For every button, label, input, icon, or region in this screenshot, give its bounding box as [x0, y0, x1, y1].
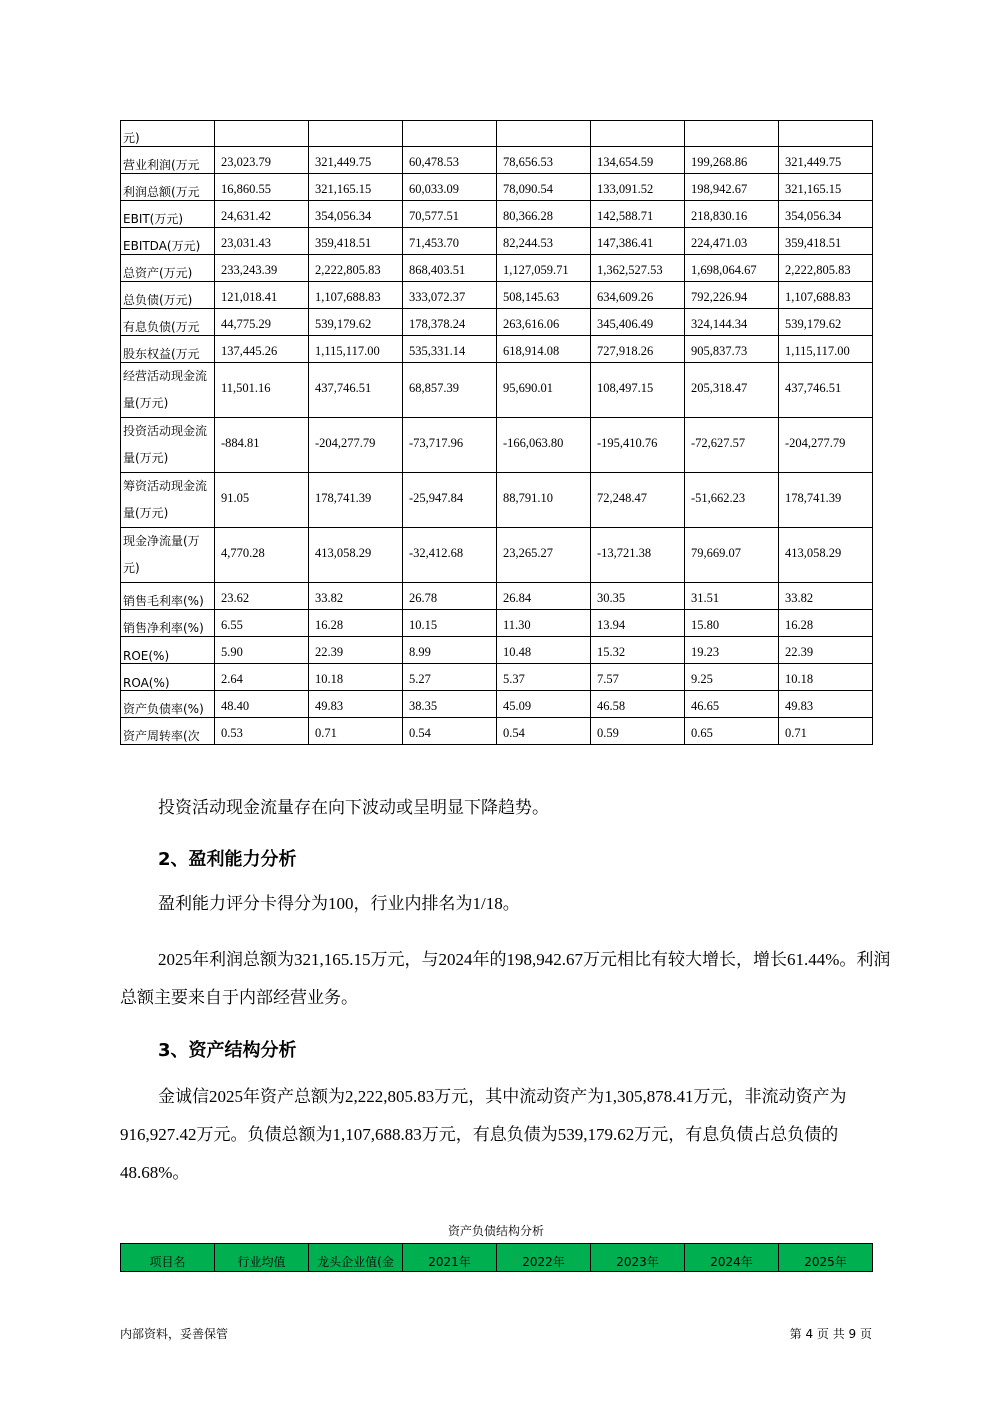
value-cell: 38.35: [403, 691, 497, 718]
value-cell: 5.37: [497, 664, 591, 691]
value-cell: 792,226.94: [685, 282, 779, 309]
value-cell: [309, 121, 403, 147]
value-cell: 1,107,688.83: [309, 282, 403, 309]
value-cell: 91.05: [215, 473, 309, 528]
value-cell: 0.71: [309, 718, 403, 745]
value-cell: 46.65: [685, 691, 779, 718]
value-cell: 321,449.75: [779, 147, 873, 174]
value-cell: 70,577.51: [403, 201, 497, 228]
value-cell: 0.71: [779, 718, 873, 745]
value-cell: 26.78: [403, 583, 497, 610]
footer-page-number: 第 4 页 共 9 页: [789, 1327, 872, 1341]
value-cell: -195,410.76: [591, 418, 685, 473]
value-cell: 121,018.41: [215, 282, 309, 309]
row-label: 销售毛利率(%): [121, 583, 215, 610]
value-cell: 31.51: [685, 583, 779, 610]
table-row: [121, 583, 873, 610]
value-cell: 198,942.67: [685, 174, 779, 201]
row-label: 利润总额(万元: [121, 174, 215, 201]
table-row: [121, 228, 873, 255]
value-cell: -166,063.80: [497, 418, 591, 473]
value-cell: 0.54: [497, 718, 591, 745]
table-row: [121, 718, 873, 745]
value-cell: 5.90: [215, 637, 309, 664]
header-cell: 2023年: [591, 1244, 685, 1272]
value-cell: 24,631.42: [215, 201, 309, 228]
row-label: EBIT(万元): [121, 201, 215, 228]
value-cell: 1,115,117.00: [309, 336, 403, 363]
value-cell: 23,031.43: [215, 228, 309, 255]
row-label: 资产负债率(%): [121, 691, 215, 718]
balance-structure-table: [120, 1243, 873, 1272]
value-cell: 88,791.10: [497, 473, 591, 528]
value-cell: 30.35: [591, 583, 685, 610]
table-row: [121, 363, 873, 418]
footer-confidential-note: 内部资料，妥善保管: [120, 1327, 229, 1341]
value-cell: -204,277.79: [309, 418, 403, 473]
value-cell: 413,058.29: [309, 528, 403, 583]
value-cell: 634,609.26: [591, 282, 685, 309]
value-cell: 15.32: [591, 637, 685, 664]
value-cell: 354,056.34: [779, 201, 873, 228]
value-cell: 224,471.03: [685, 228, 779, 255]
value-cell: 1,362,527.53: [591, 255, 685, 282]
value-cell: 95,690.01: [497, 363, 591, 418]
value-cell: 321,449.75: [309, 147, 403, 174]
value-cell: 905,837.73: [685, 336, 779, 363]
value-cell: 1,698,064.67: [685, 255, 779, 282]
value-cell: [779, 121, 873, 147]
table-caption: 资产负债结构分析: [447, 1224, 544, 1238]
value-cell: 10.18: [779, 664, 873, 691]
value-cell: 11,501.16: [215, 363, 309, 418]
value-cell: 78,656.53: [497, 147, 591, 174]
value-cell: 60,033.09: [403, 174, 497, 201]
table-row: [121, 691, 873, 718]
table-row: [121, 418, 873, 473]
row-label: 筹资活动现金流量(万元): [121, 473, 215, 528]
value-cell: 8.99: [403, 637, 497, 664]
value-cell: -25,947.84: [403, 473, 497, 528]
value-cell: 618,914.08: [497, 336, 591, 363]
value-cell: 49.83: [309, 691, 403, 718]
value-cell: 7.57: [591, 664, 685, 691]
value-cell: 82,244.53: [497, 228, 591, 255]
value-cell: 354,056.34: [309, 201, 403, 228]
table-row: [121, 147, 873, 174]
value-cell: 23,265.27: [497, 528, 591, 583]
value-cell: 2,222,805.83: [309, 255, 403, 282]
table-row: [121, 637, 873, 664]
row-label: ROA(%): [121, 664, 215, 691]
value-cell: 178,741.39: [779, 473, 873, 528]
value-cell: 10.15: [403, 610, 497, 637]
value-cell: 1,107,688.83: [779, 282, 873, 309]
value-cell: 321,165.15: [309, 174, 403, 201]
value-cell: 437,746.51: [779, 363, 873, 418]
value-cell: 0.53: [215, 718, 309, 745]
value-cell: 199,268.86: [685, 147, 779, 174]
table-row: [121, 255, 873, 282]
financial-indicators-table: [120, 120, 873, 745]
table-row: [121, 309, 873, 336]
value-cell: 727,918.26: [591, 336, 685, 363]
financial-table-body: [121, 121, 873, 745]
table-row: [121, 174, 873, 201]
value-cell: 0.54: [403, 718, 497, 745]
row-label: 经营活动现金流量(万元): [121, 363, 215, 418]
value-cell: [497, 121, 591, 147]
value-cell: 9.25: [685, 664, 779, 691]
value-cell: 142,588.71: [591, 201, 685, 228]
value-cell: 49.83: [779, 691, 873, 718]
row-label: 元): [121, 121, 215, 147]
value-cell: 508,145.63: [497, 282, 591, 309]
value-cell: 218,830.16: [685, 201, 779, 228]
paragraph-total-profit: 2025年利润总额为321,165.15万元，与2024年的198,942.67万元相比有较大增长，增长61.44%。利润总额主要来自于内部经营业务。: [120, 950, 891, 1007]
value-cell: 2,222,805.83: [779, 255, 873, 282]
value-cell: 60,478.53: [403, 147, 497, 174]
value-cell: -13,721.38: [591, 528, 685, 583]
value-cell: 15.80: [685, 610, 779, 637]
value-cell: 2.64: [215, 664, 309, 691]
value-cell: 1,127,059.71: [497, 255, 591, 282]
table-row: [121, 282, 873, 309]
value-cell: 23,023.79: [215, 147, 309, 174]
value-cell: 0.59: [591, 718, 685, 745]
section-heading-profitability: 2、盈利能力分析: [158, 849, 297, 870]
value-cell: 46.58: [591, 691, 685, 718]
value-cell: 205,318.47: [685, 363, 779, 418]
value-cell: 23.62: [215, 583, 309, 610]
value-cell: 16.28: [779, 610, 873, 637]
table-header-row: [121, 1244, 873, 1272]
value-cell: 72,248.47: [591, 473, 685, 528]
value-cell: 19.23: [685, 637, 779, 664]
header-cell: 龙头企业值(金: [309, 1244, 403, 1272]
value-cell: 6.55: [215, 610, 309, 637]
value-cell: -204,277.79: [779, 418, 873, 473]
table-row: [121, 473, 873, 528]
value-cell: 33.82: [309, 583, 403, 610]
value-cell: 78,090.54: [497, 174, 591, 201]
value-cell: 333,072.37: [403, 282, 497, 309]
row-label: 总资产(万元): [121, 255, 215, 282]
header-cell: 2025年: [779, 1244, 873, 1272]
table-row: [121, 121, 873, 147]
value-cell: [591, 121, 685, 147]
value-cell: 45.09: [497, 691, 591, 718]
row-label: 现金净流量(万元): [121, 528, 215, 583]
value-cell: 26.84: [497, 583, 591, 610]
header-cell: 项目名: [121, 1244, 215, 1272]
value-cell: 137,445.26: [215, 336, 309, 363]
value-cell: 22.39: [309, 637, 403, 664]
value-cell: 868,403.51: [403, 255, 497, 282]
value-cell: 345,406.49: [591, 309, 685, 336]
paragraph-investment-cashflow: 投资活动现金流量存在向下波动或呈明显下降趋势。: [158, 798, 549, 817]
value-cell: 359,418.51: [779, 228, 873, 255]
value-cell: 263,616.06: [497, 309, 591, 336]
value-cell: 324,144.34: [685, 309, 779, 336]
value-cell: -884.81: [215, 418, 309, 473]
value-cell: 359,418.51: [309, 228, 403, 255]
row-label: 有息负债(万元: [121, 309, 215, 336]
value-cell: 321,165.15: [779, 174, 873, 201]
header-cell: 行业均值: [215, 1244, 309, 1272]
value-cell: 10.48: [497, 637, 591, 664]
value-cell: 16.28: [309, 610, 403, 637]
row-label: 销售净利率(%): [121, 610, 215, 637]
header-cell: 2021年: [403, 1244, 497, 1272]
row-label: EBITDA(万元): [121, 228, 215, 255]
table-row: [121, 528, 873, 583]
value-cell: -73,717.96: [403, 418, 497, 473]
value-cell: 80,366.28: [497, 201, 591, 228]
header-cell: 2022年: [497, 1244, 591, 1272]
row-label: 资产周转率(次: [121, 718, 215, 745]
table-row: [121, 664, 873, 691]
table-row: [121, 201, 873, 228]
row-label: 股东权益(万元: [121, 336, 215, 363]
value-cell: 11.30: [497, 610, 591, 637]
header-cell: 2024年: [685, 1244, 779, 1272]
value-cell: [685, 121, 779, 147]
value-cell: 133,091.52: [591, 174, 685, 201]
value-cell: 71,453.70: [403, 228, 497, 255]
row-label: ROE(%): [121, 637, 215, 664]
value-cell: 16,860.55: [215, 174, 309, 201]
value-cell: 10.18: [309, 664, 403, 691]
value-cell: 68,857.39: [403, 363, 497, 418]
value-cell: 13.94: [591, 610, 685, 637]
value-cell: 413,058.29: [779, 528, 873, 583]
value-cell: -72,627.57: [685, 418, 779, 473]
value-cell: 437,746.51: [309, 363, 403, 418]
value-cell: 178,378.24: [403, 309, 497, 336]
value-cell: -32,412.68: [403, 528, 497, 583]
table-row: [121, 336, 873, 363]
section-heading-asset-structure: 3、资产结构分析: [158, 1040, 297, 1061]
value-cell: 44,775.29: [215, 309, 309, 336]
value-cell: 233,243.39: [215, 255, 309, 282]
value-cell: 79,669.07: [685, 528, 779, 583]
value-cell: 5.27: [403, 664, 497, 691]
value-cell: 0.65: [685, 718, 779, 745]
value-cell: 178,741.39: [309, 473, 403, 528]
value-cell: 108,497.15: [591, 363, 685, 418]
value-cell: 48.40: [215, 691, 309, 718]
value-cell: 134,654.59: [591, 147, 685, 174]
value-cell: 539,179.62: [309, 309, 403, 336]
value-cell: 535,331.14: [403, 336, 497, 363]
value-cell: 147,386.41: [591, 228, 685, 255]
row-label: 投资活动现金流量(万元): [121, 418, 215, 473]
paragraph-asset-structure: 金诚信2025年资产总额为2,222,805.83万元，其中流动资产为1,305,878.41万元，非流动资产为916,927.42万元。负债总额为1,107,688.83万元，有息负债为539,179.62万元，有息负债占总负债的48.68%。: [120, 1087, 847, 1182]
row-label: 营业利润(万元: [121, 147, 215, 174]
value-cell: 22.39: [779, 637, 873, 664]
value-cell: 1,115,117.00: [779, 336, 873, 363]
value-cell: 539,179.62: [779, 309, 873, 336]
value-cell: -51,662.23: [685, 473, 779, 528]
value-cell: 4,770.28: [215, 528, 309, 583]
paragraph-profitability-score: 盈利能力评分卡得分为100，行业内排名为1/18。: [158, 894, 520, 913]
table-row: [121, 610, 873, 637]
row-label: 总负债(万元): [121, 282, 215, 309]
value-cell: [215, 121, 309, 147]
value-cell: [403, 121, 497, 147]
value-cell: 33.82: [779, 583, 873, 610]
